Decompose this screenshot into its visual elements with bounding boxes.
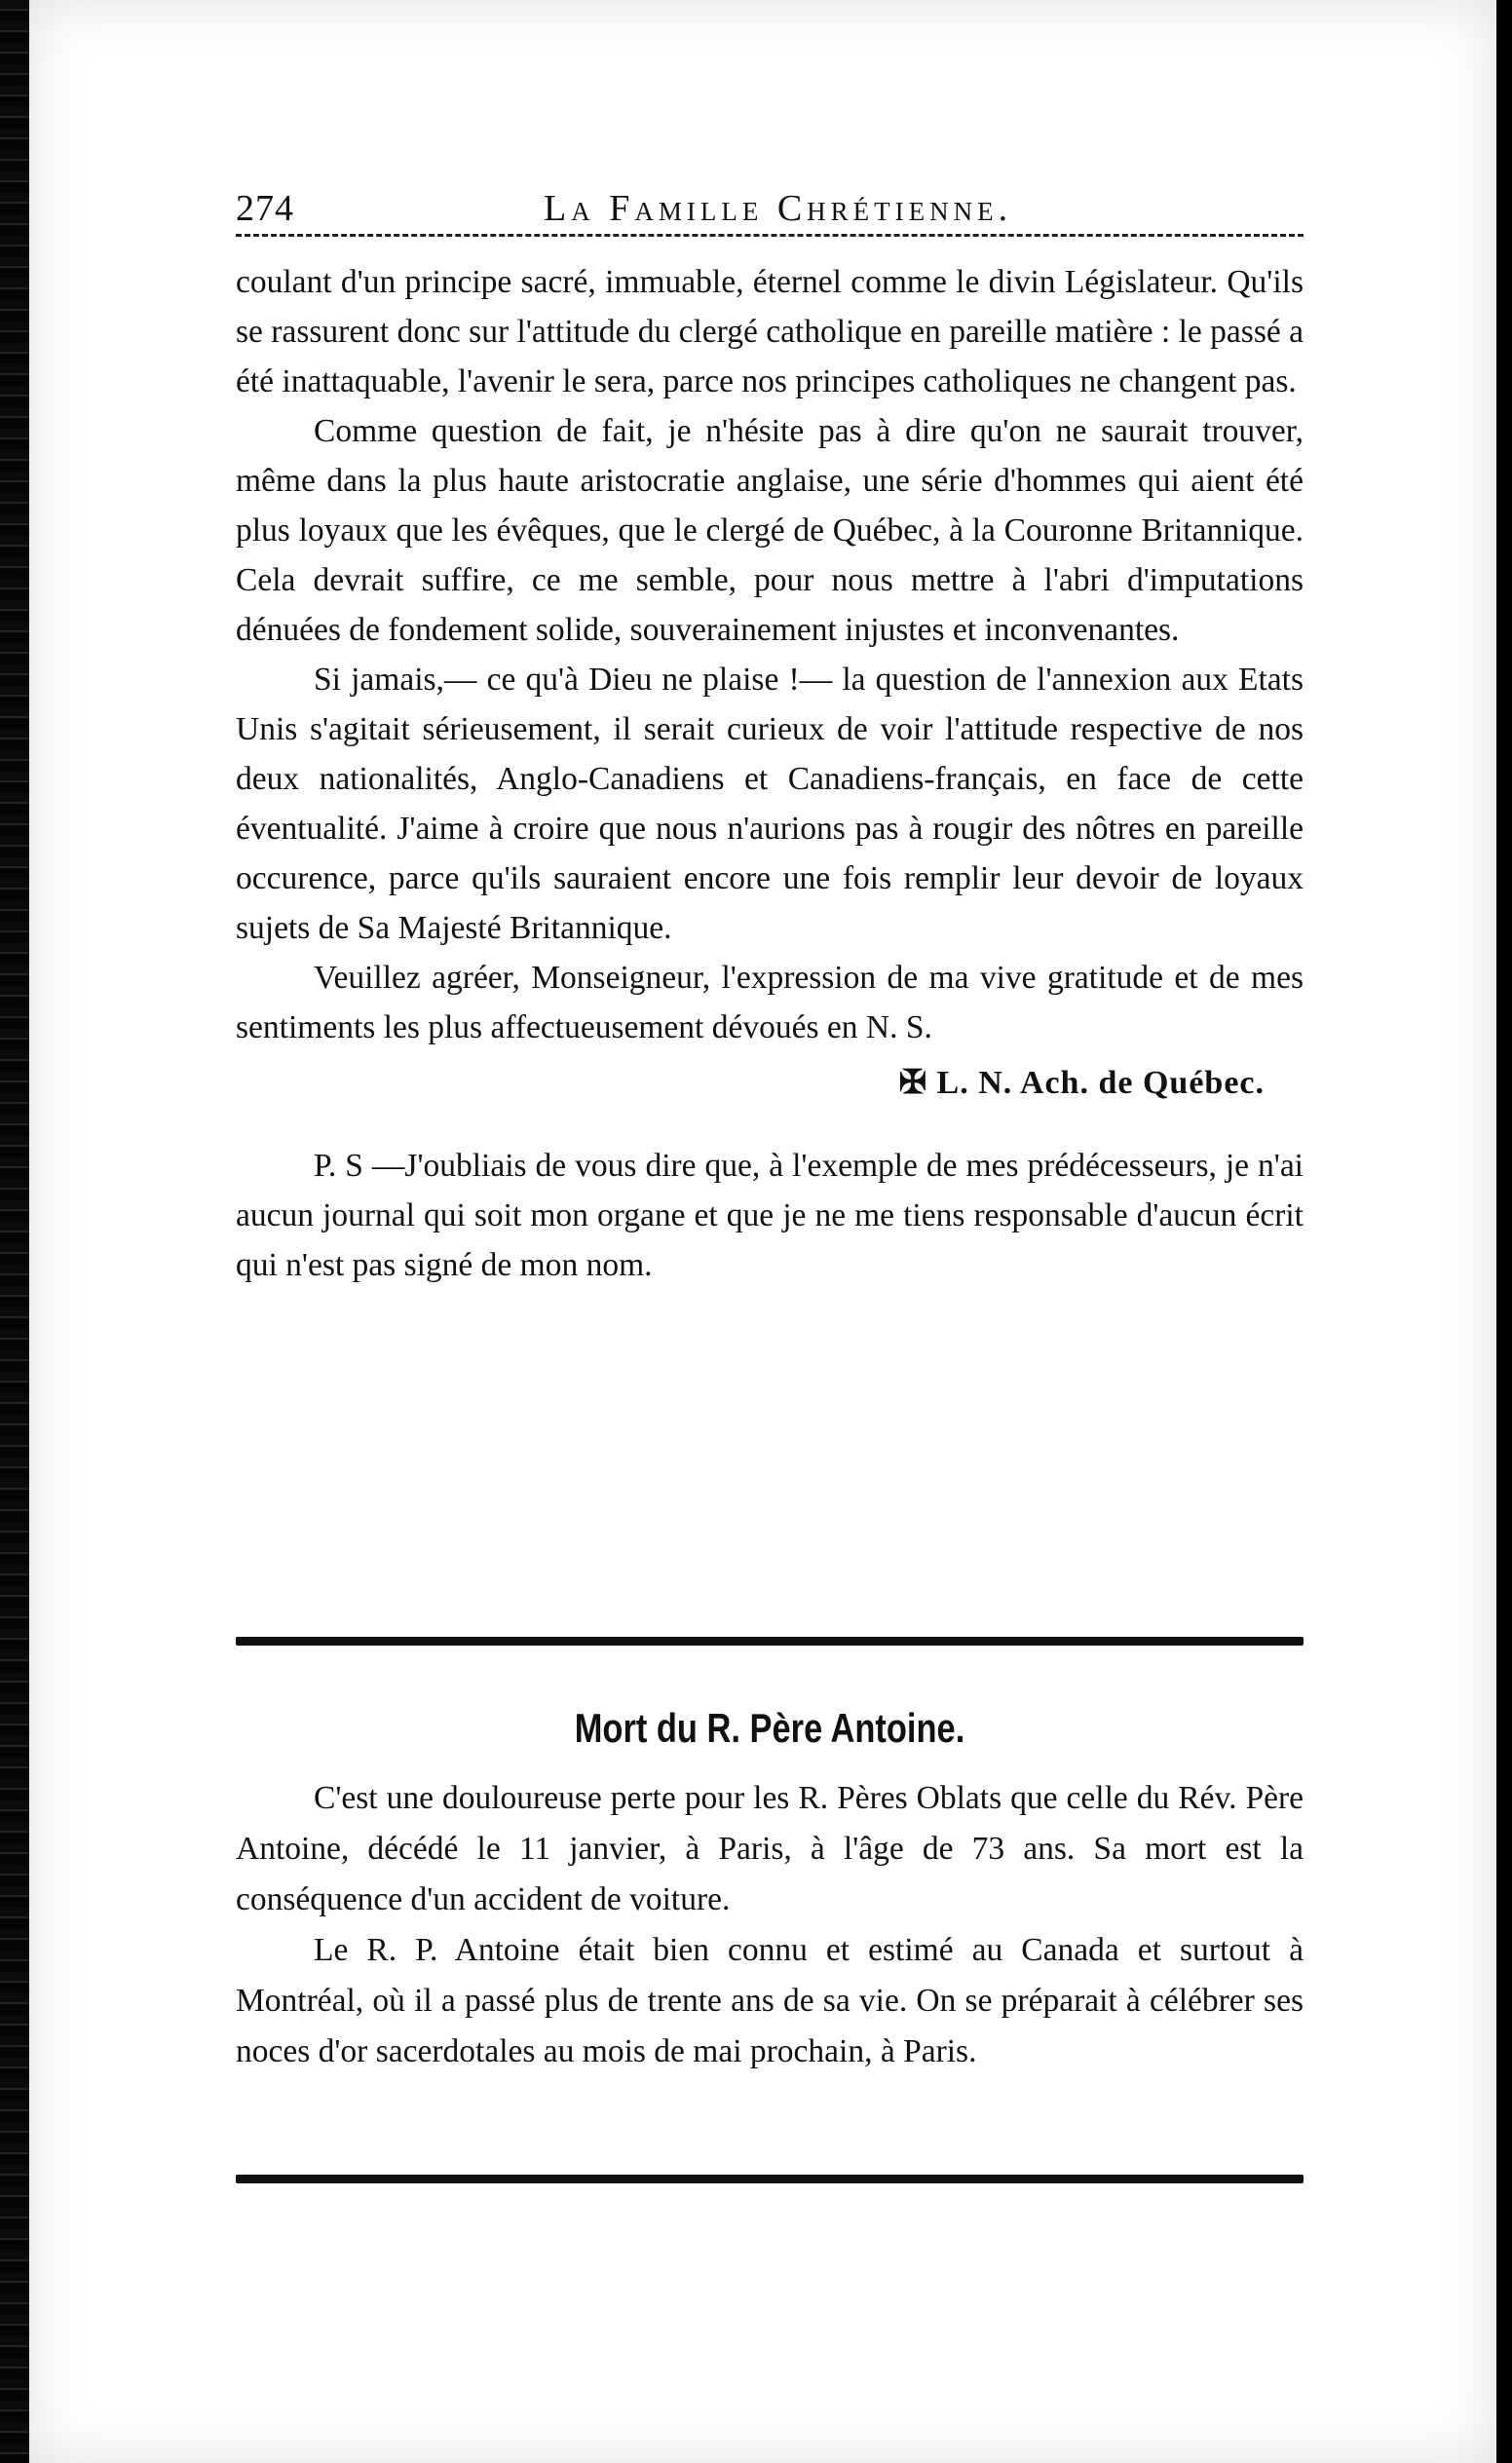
article-paragraph: Le R. P. Antoine était bien connu et estimé au Canada et surtout à Montréal, où il a passé plus de trente ans de sa vie. On se préparait à célébrer ses noces d'or sacerdotales au mois de mai prochain, à Paris. [236,1932,1304,2069]
postscript: P. S —J'oubliais de vous dire que, à l'exemple de mes prédécesseurs, je n'ai aucun journal qui soit mon organe et que je ne me tiens responsable d'aucun écrit qui n'est pas signé de mon nom. [236,1148,1304,1283]
signature: ✠ L. N. Ach. de Québec. [898,1065,1265,1101]
article-paragraph: C'est une douloureuse perte pour les R. Pères Oblats que celle du Rév. Père Antoine, décédé le 11 janvier, à Paris, à l'âge de 73 ans. Sa mort est la conséquence d'un accident de voiture. [236,1780,1304,1917]
letter-paragraph: coulant d'un principe sacré, immuable, éternel comme le divin Législateur. Qu'ils se rassurent donc sur l'attitude du clergé catholique en pareille matière : le passé a été inattaquable, l'avenir le sera, parce nos principes catholiques ne changent pas. [236,264,1304,399]
letter-paragraph: Comme question de fait, je n'hésite pas à dire qu'on ne saurait trouver, même dans la plus haute aristocratie anglaise, une série d'hommes qui aient été plus loyaux que les évêques, que le clergé de Québec, à la Couronne Britannique. Cela devrait suffire, ce me semble, pour nous mettre à l'abri d'imputations dénuées de fondement solide, souverainement injustes et inconvenantes. [236,413,1304,648]
letter-body [236,257,1304,1290]
letter-paragraph: Si jamais,— ce qu'à Dieu ne plaise !— la question de l'annexion aux Etats Unis s'agitait sérieusement, il serait curieux de voir l'attitude respective de nos deux nationalités, Anglo-Canadiens et Canadiens-français, en face de cette éventualité. J'aime à croire que nous n'aurions pas à rougir des nôtres en pareille occurence, parce qu'ils sauraient encore une fois remplir leur devoir de loyaux sujets de Sa Majesté Britannique. [236,662,1304,946]
running-head [236,187,1304,234]
scan-edge [1496,0,1512,2463]
binding-edge [0,0,29,2463]
section-divider [236,2175,1304,2183]
letter-paragraph: Veuillez agréer, Monseigneur, l'expression de ma vive gratitude et de mes sentiments les plus affectueusement dévoués en N. S. [236,960,1304,1045]
page-number: 274 [236,188,294,229]
book-page [29,0,1496,2463]
article-heading: Mort du R. Père Antoine. [574,1705,965,1751]
header-rule [236,234,1304,237]
running-title: La Famille Chrétienne. [544,188,1013,229]
section-divider [236,1637,1304,1646]
article-body [236,1773,1304,2077]
